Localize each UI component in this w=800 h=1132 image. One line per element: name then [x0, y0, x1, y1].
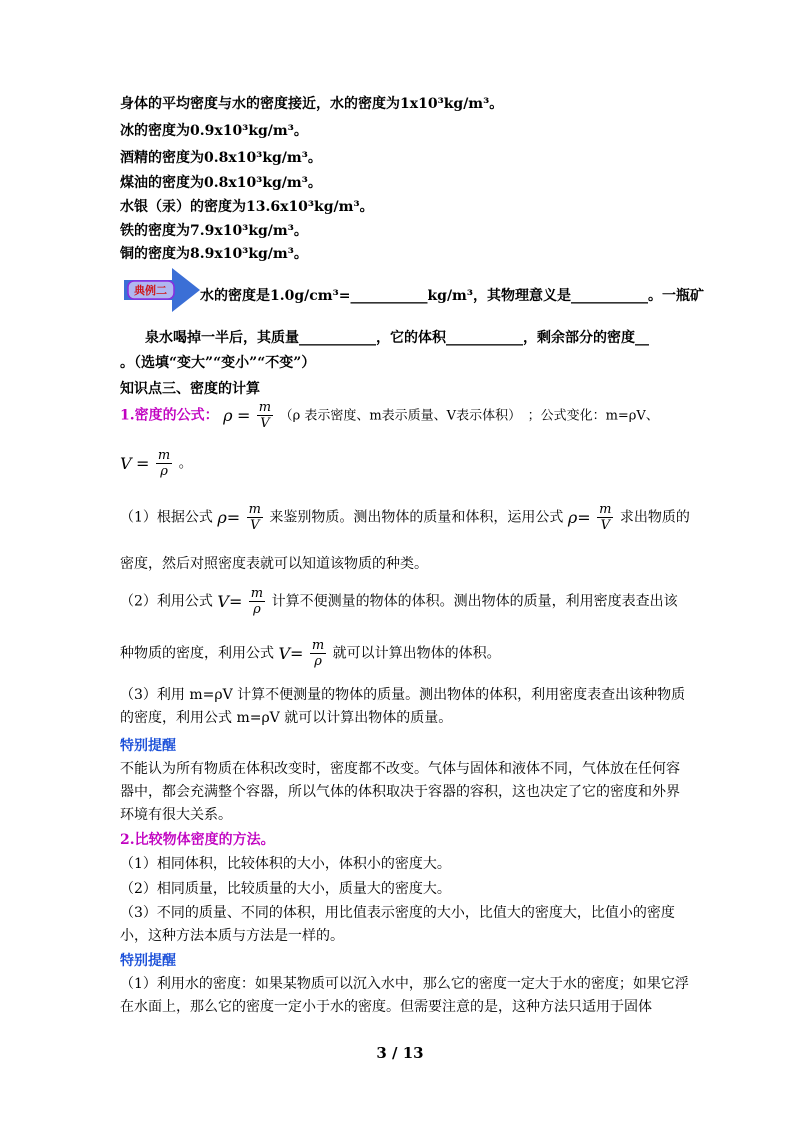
density-alcohol: 酒精的密度为0.8x10³kg/m³。 [120, 150, 322, 166]
item-2-line-1: （2）利用公式 V= $\frac{m}{\rho}$ 计算不便测量的物体的体积。测出物体的质量，利用密度表查出该 [120, 586, 678, 617]
compare-item-2: （2）相同质量，比较质量的大小，质量大的密度大。 [120, 881, 451, 897]
density-mercury: 水银（汞）的密度为13.6x10³kg/m³。 [120, 199, 374, 215]
reminder-1-text: 不能认为所有物质在体积改变时，密度都不改变。气体与固体和液体不同，气体放在任何容器中，都会充满整个容器，所以气体的体积取决于容器的容积，这也决定了它的密度和外界环境有很大关系。 [120, 761, 680, 823]
example-line-1: 水的密度是1.0g/cm³=___________kg/m³，其物理意义是___________。一瓶矿 [200, 288, 705, 304]
formula-description: （ρ 表示密度、m表示质量、V表示体积） ；公式变化：m=ρV、 [279, 408, 659, 424]
equals-symbol: = [236, 406, 251, 425]
density-formula [120, 400, 659, 431]
example-line-2: 泉水喝掉一半后，其质量___________，它的体积___________，剩余部分的密度__ [145, 330, 649, 346]
item-1-line-1: （1）根据公式 ρ= $\frac{m}{V}$ 来鉴别物质。测出物体的质量和体积，运用公式 ρ= $\frac{m}{V}$ 求出物质的 [120, 502, 690, 533]
compare-title: 2.比较物体密度的方法。 [120, 832, 275, 848]
reminder-2-text: （1）利用水的密度：如果某物质可以沉入水中，那么它的密度一定大于水的密度；如果它浮在水面上，那么它的密度一定小于水的密度。但需要注意的是，这种方法只适用于固体 [120, 976, 689, 1015]
rho-symbol: ρ [223, 406, 233, 425]
reminder-2-title: 特别提醒 [120, 953, 176, 969]
section-title: 知识点三、密度的计算 [120, 381, 260, 397]
example-badge [122, 266, 202, 314]
density-ice: 冰的密度为0.9x10³kg/m³。 [120, 123, 308, 139]
formula-label: 1.密度的公式： [120, 407, 219, 424]
page-number: 3 / 13 [376, 1044, 424, 1062]
item-1-line-2: 密度，然后对照密度表就可以知道该物质的种类。 [120, 556, 428, 572]
compare-item-3: （3）不同的质量、不同的体积，用比值表示密度的大小，比值大的密度大，比值小的密度小，这种方法本质与方法是一样的。 [120, 905, 675, 944]
example-badge-label: 典例二 [134, 284, 167, 297]
density-iron: 铁的密度为7.9x10³kg/m³。 [120, 223, 308, 239]
example-line-3: 。（选填“变大”“变小”“不变”） [120, 355, 316, 371]
compare-item-1: （1）相同体积，比较体积的大小，体积小的密度大。 [120, 856, 451, 872]
fraction-m-over-v: $\frac{m}{V}$ [258, 400, 272, 431]
formula-volume: V = $\frac{m}{\rho}$ 。 [120, 448, 193, 479]
density-kerosene: 煤油的密度为0.8x10³kg/m³。 [120, 175, 322, 191]
item-3-paragraph: （3）利用 m=ρV 计算不便测量的物体的质量。测出物体的体积，利用密度表查出该种物质的密度，利用公式 m=ρV 就可以计算出物体的质量。 [120, 687, 686, 726]
reminder-1-title: 特别提醒 [120, 738, 176, 754]
fraction-m-over-rho: $\frac{m}{\rho}$ [157, 448, 171, 479]
density-water: 身体的平均密度与水的密度接近，水的密度为1x10³kg/m³。 [120, 96, 504, 112]
item-2-line-2: 种物质的密度，利用公式 V= $\frac{m}{\rho}$ 就可以计算出物体的体积。 [120, 638, 501, 669]
density-copper: 铜的密度为8.9x10³kg/m³。 [120, 246, 308, 262]
